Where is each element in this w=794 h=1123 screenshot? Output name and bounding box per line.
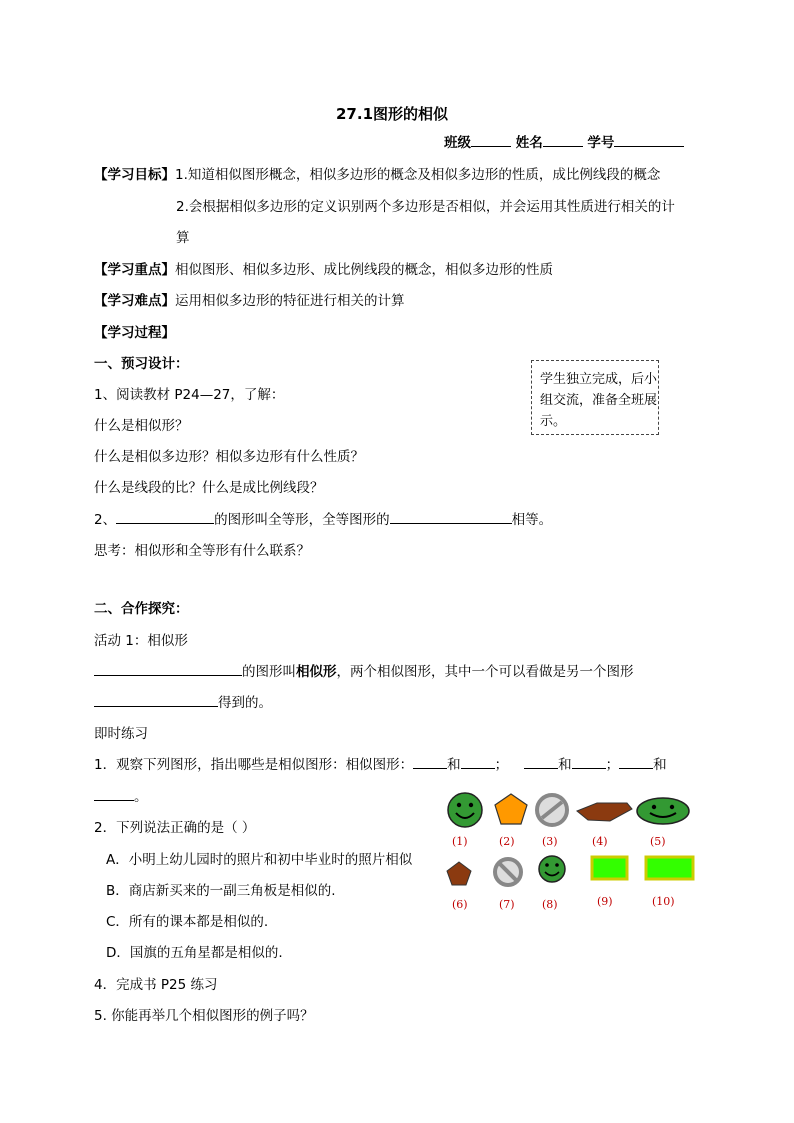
figure-label-7: (7) bbox=[499, 898, 515, 911]
item2-blank-2[interactable] bbox=[390, 511, 512, 524]
figure-label-8: (8) bbox=[542, 898, 558, 911]
option-b: B．商店新买来的一副三角板是相似的. bbox=[106, 883, 336, 899]
item2-prefix: 2、 bbox=[94, 512, 117, 528]
rectangle-small-icon bbox=[592, 857, 627, 879]
number-blank[interactable] bbox=[614, 134, 684, 147]
difficulty-line bbox=[94, 289, 405, 309]
section1-item2 bbox=[94, 508, 552, 528]
figure-label-4: (4) bbox=[592, 835, 608, 848]
section2-heading: 二、合作探究： bbox=[94, 601, 189, 617]
think-question: 思考：相似形和全等形有什么联系？ bbox=[94, 543, 310, 559]
ex1-blank-5[interactable] bbox=[619, 756, 653, 769]
semicolon-2: ； bbox=[605, 757, 620, 773]
pentagon-orange-icon bbox=[495, 794, 527, 824]
question-segment-ratio: 什么是线段的比？什么是成比例线段？ bbox=[94, 480, 324, 496]
exercise5: 5. 你能再举几个相似图形的例子吗？ bbox=[94, 1008, 314, 1024]
pentagon-brown-small-icon bbox=[447, 862, 471, 885]
option-d: D．国旗的五角星都是相似的. bbox=[106, 945, 283, 961]
section1-item1: 1、阅读教材 P24—27，了解： bbox=[94, 387, 285, 403]
goals-text-3: 算 bbox=[176, 230, 190, 246]
student-info bbox=[444, 131, 684, 151]
smiley-wide-icon bbox=[637, 798, 689, 824]
definition-term: 相似形 bbox=[296, 664, 337, 680]
item2-mid: 的图形叫全等形，全等图形的 bbox=[214, 512, 390, 528]
option-c: C．所有的课本都是相似的. bbox=[106, 914, 269, 930]
section1-heading: 一、预习设计： bbox=[94, 356, 189, 372]
practice-label: 即时练习 bbox=[94, 726, 148, 742]
goals-text-1: 1.知道相似图形概念，相似多边形的概念及相似多边形的性质，成比例线段的概念 bbox=[175, 167, 661, 183]
exercise1-line2 bbox=[94, 785, 148, 805]
definition-end: 得到的。 bbox=[218, 695, 272, 711]
figure-label-3: (3) bbox=[542, 835, 558, 848]
item2-suffix: 相等。 bbox=[511, 512, 553, 528]
focus-label: 【学习重点】 bbox=[94, 262, 175, 278]
activity-label: 活动 1：相似形 bbox=[94, 633, 188, 649]
exercise1-text: 1．观察下列图形，指出哪些是相似图形：相似图形： bbox=[94, 757, 414, 773]
ex1-blank-3[interactable] bbox=[524, 756, 558, 769]
ex1-blank-1[interactable] bbox=[413, 756, 447, 769]
exercise1-line1 bbox=[94, 753, 667, 773]
class-blank[interactable] bbox=[471, 134, 511, 147]
item2-blank-1[interactable] bbox=[116, 511, 214, 524]
figure-label-6: (6) bbox=[452, 898, 468, 911]
and-3: 和 bbox=[653, 757, 667, 773]
ex1-blank-2[interactable] bbox=[461, 756, 495, 769]
goals-line1 bbox=[94, 163, 660, 183]
figure-label-9: (9) bbox=[597, 895, 613, 908]
definition-blank-1[interactable] bbox=[94, 663, 242, 676]
class-label: 班级 bbox=[444, 135, 471, 151]
figure-label-2: (2) bbox=[499, 835, 515, 848]
figure-label-10: (10) bbox=[652, 895, 675, 908]
and-2: 和 bbox=[558, 757, 572, 773]
figure-label-5: (5) bbox=[650, 835, 666, 848]
ex1-blank-6[interactable] bbox=[94, 788, 134, 801]
ex1-blank-4[interactable] bbox=[572, 756, 606, 769]
smiley-small-icon bbox=[539, 856, 565, 882]
flat-pentagon-brown-icon bbox=[577, 803, 632, 821]
smiley-large-icon bbox=[448, 793, 482, 827]
definition-blank-2[interactable] bbox=[94, 694, 218, 707]
question-similar-shape: 什么是相似形？ bbox=[94, 418, 189, 434]
semicolon-1: ； bbox=[494, 757, 509, 773]
definition-line2 bbox=[94, 691, 272, 711]
definition-mid: 的图形叫 bbox=[242, 664, 296, 680]
focus-text: 相似图形、相似多边形、成比例线段的概念，相似多边形的性质 bbox=[175, 262, 553, 278]
no-sign-small-icon bbox=[495, 859, 521, 885]
and-1: 和 bbox=[447, 757, 461, 773]
exercise4: 4．完成书 P25 练习 bbox=[94, 977, 218, 993]
option-a: A．小明上幼儿园时的照片和初中毕业时的照片相似 bbox=[106, 852, 413, 868]
exercise2: 2．下列说法正确的是（ ） bbox=[94, 820, 256, 836]
definition-rest: ，两个相似图形，其中一个可以看做是另一个图形 bbox=[336, 664, 634, 680]
difficulty-text: 运用相似多边形的特征进行相关的计算 bbox=[175, 293, 405, 309]
note-box: 学生独立完成，后小组交流，准备全班展示。 bbox=[531, 360, 659, 435]
number-label: 学号 bbox=[587, 135, 615, 151]
goals-text-2: 2.会根据相似多边形的定义识别两个多边形是否相似，并会运用其性质进行相关的计 bbox=[176, 199, 675, 215]
figures-panel bbox=[440, 790, 700, 915]
question-similar-polygon: 什么是相似多边形？相似多边形有什么性质？ bbox=[94, 449, 364, 465]
definition-line1 bbox=[94, 660, 634, 680]
goals-label: 【学习目标】 bbox=[94, 167, 175, 183]
rectangle-large-icon bbox=[646, 857, 693, 879]
period: 。 bbox=[134, 789, 148, 805]
process-label: 【学习过程】 bbox=[94, 325, 175, 341]
focus-line bbox=[94, 258, 553, 278]
name-label: 姓名 bbox=[515, 135, 543, 151]
page-title: 27.1图形的相似 bbox=[336, 105, 449, 123]
no-sign-large-icon bbox=[537, 795, 567, 825]
figure-label-1: (1) bbox=[452, 835, 468, 848]
name-blank[interactable] bbox=[543, 134, 583, 147]
difficulty-label: 【学习难点】 bbox=[94, 293, 175, 309]
